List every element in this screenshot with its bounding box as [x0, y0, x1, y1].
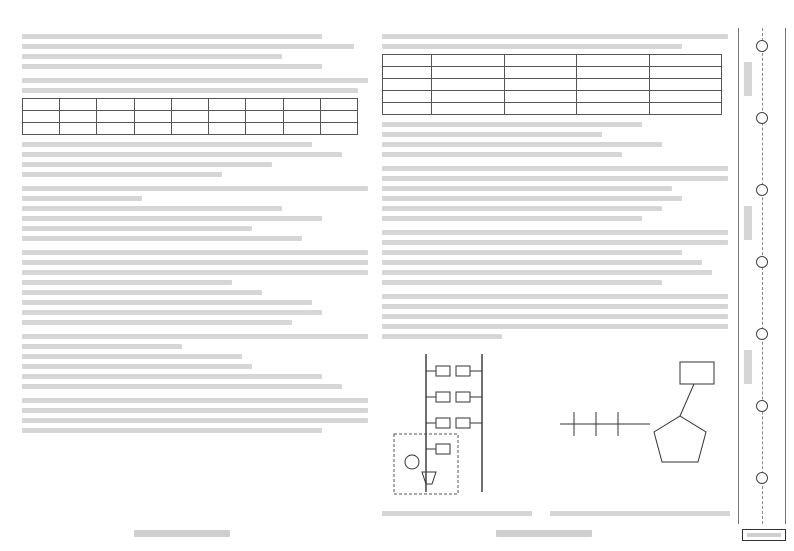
text-line [22, 206, 282, 211]
text-line [382, 142, 662, 147]
text-line [382, 132, 602, 137]
text-line [382, 304, 728, 309]
text-line [22, 236, 302, 241]
strip-field [744, 62, 752, 96]
text-line [22, 270, 368, 275]
text-line [22, 186, 368, 191]
text-line [382, 240, 728, 245]
text-line [22, 78, 368, 83]
pedigree-table [22, 98, 358, 135]
right-column [382, 34, 734, 516]
text-line [382, 176, 728, 181]
text-line [22, 364, 252, 369]
text-line [382, 186, 672, 191]
text-line [22, 418, 368, 423]
text-line [22, 290, 262, 295]
text-line [382, 122, 642, 127]
text-line [382, 206, 662, 211]
text-line [22, 64, 322, 69]
footer-left [134, 530, 230, 537]
text-line [382, 196, 682, 201]
text-line [22, 408, 368, 413]
text-line [382, 260, 702, 265]
text-line [382, 324, 728, 329]
strip-field [744, 350, 752, 384]
text-line [22, 196, 142, 201]
figure-2-caption [550, 511, 730, 516]
text-line [22, 398, 368, 403]
strip-circle [756, 328, 768, 340]
text-line [22, 374, 322, 379]
text-line [382, 152, 622, 157]
text-line [22, 300, 312, 305]
sealing-line [762, 28, 763, 524]
text-line [22, 172, 222, 177]
text-line [22, 44, 354, 49]
text-line [382, 250, 682, 255]
strip-circle [756, 472, 768, 484]
text-line [22, 344, 182, 349]
text-line [22, 280, 232, 285]
text-line [22, 226, 252, 231]
text-line [382, 230, 728, 235]
strip-circle [756, 400, 768, 412]
text-line [382, 314, 728, 319]
text-line [22, 142, 312, 147]
text-line [22, 354, 242, 359]
footer-right [496, 530, 592, 537]
figures [382, 344, 734, 516]
text-line [22, 54, 282, 59]
text-line [22, 384, 342, 389]
text-line [22, 428, 322, 433]
text-line [22, 250, 368, 255]
text-line [382, 280, 662, 285]
text-line [382, 216, 642, 221]
figure-1 [382, 344, 532, 516]
strip-circle [756, 184, 768, 196]
footer-badge-text [747, 533, 781, 537]
text-line [382, 294, 728, 299]
strip-circle [756, 40, 768, 52]
text-line [382, 166, 728, 171]
nucleic-acid-schematic [382, 344, 532, 508]
dntp-structure-schematic [550, 344, 730, 508]
text-line [22, 34, 322, 39]
text-line [382, 334, 502, 339]
text-line [22, 334, 368, 339]
text-line [382, 34, 728, 39]
text-line [22, 320, 292, 325]
text-line [22, 216, 322, 221]
strip-circle [756, 112, 768, 124]
text-line [22, 162, 272, 167]
text-line [382, 44, 682, 49]
text-line [22, 310, 322, 315]
text-line [22, 152, 342, 157]
text-line [22, 260, 368, 265]
strip-field [744, 206, 752, 240]
kinetics-table [382, 54, 722, 115]
text-line [22, 88, 358, 93]
figure-2 [550, 344, 730, 516]
left-column [22, 34, 374, 438]
strip-circle [756, 256, 768, 268]
figure-1-caption [382, 511, 532, 516]
text-line [382, 270, 712, 275]
footer-badge [742, 529, 786, 541]
